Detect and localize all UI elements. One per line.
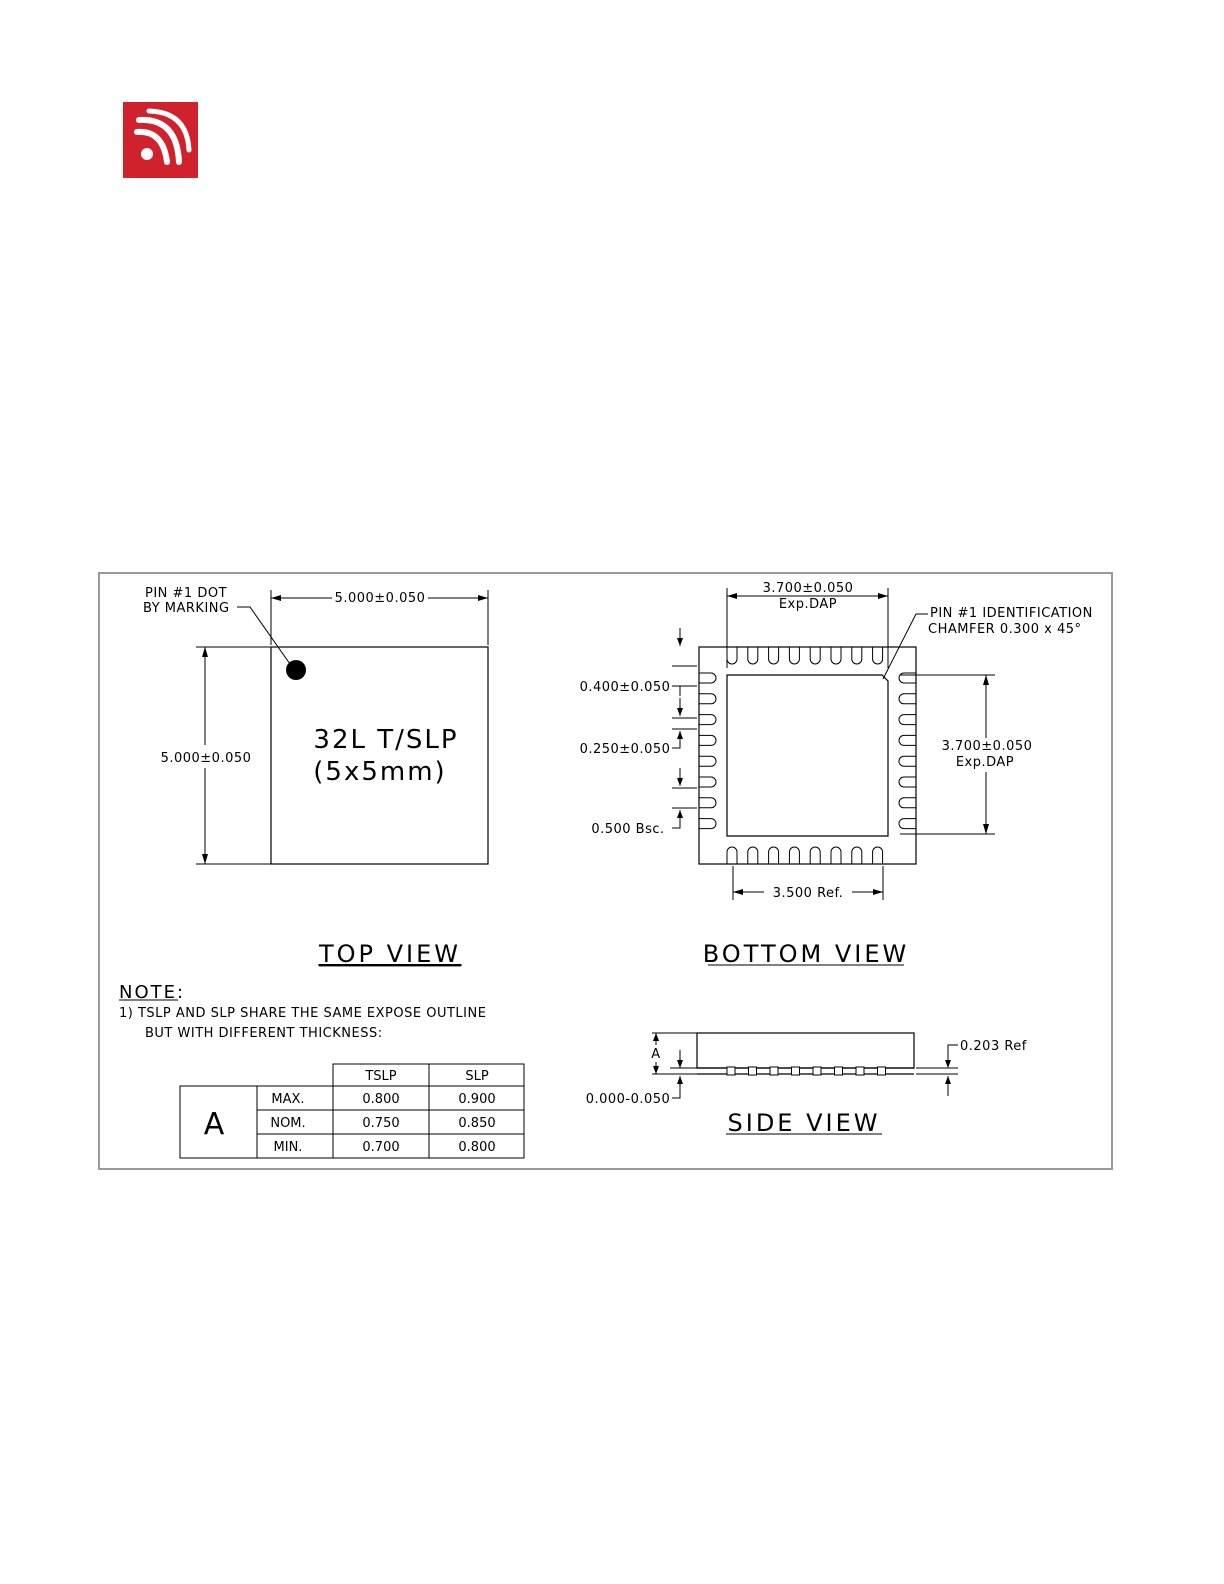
top-view (143, 586, 488, 968)
table-symbol: A (203, 1107, 225, 1142)
pad-bottom (748, 847, 758, 864)
pin1-label-line1: PIN #1 DOT (145, 586, 228, 601)
pad-left (699, 777, 716, 787)
pad-top (831, 647, 841, 664)
package-outline-top (271, 647, 488, 864)
pitch-dim: 0.500 Bsc. (591, 822, 665, 837)
marking-line1: 32L T/SLP (313, 725, 459, 755)
dap-height-label: Exp.DAP (955, 755, 1015, 770)
pad-left (699, 735, 716, 745)
dap-width-label: Exp.DAP (778, 597, 838, 612)
pad-right (899, 694, 916, 704)
cell-min-tslp: 0.700 (362, 1140, 400, 1155)
cell-nom-slp: 0.850 (458, 1116, 496, 1131)
col-header-slp: SLP (465, 1069, 489, 1084)
side-lead (878, 1067, 886, 1075)
chamfer-label-line2: CHAMFER 0.300 x 45° (928, 622, 1082, 637)
pad-right (899, 735, 916, 745)
pad-top (810, 647, 820, 664)
pad-right (899, 756, 916, 766)
pad-width-dim: 0.250±0.050 (579, 742, 671, 757)
pad-top (769, 647, 779, 664)
cell-max-slp: 0.900 (458, 1092, 496, 1107)
marking-line2: (5x5mm) (313, 757, 447, 787)
pad-length-dim: 0.400±0.050 (579, 680, 671, 695)
cell-nom-tslp: 0.750 (362, 1116, 400, 1131)
bottom-view (580, 581, 1093, 968)
pad-left (699, 673, 716, 683)
side-lead (813, 1067, 821, 1075)
package-side-body (697, 1033, 914, 1068)
side-lead (770, 1067, 778, 1075)
pad-bottom (727, 847, 737, 864)
pad-top (748, 647, 758, 664)
side-lead (727, 1067, 735, 1075)
note-line1: 1) TSLP AND SLP SHARE THE SAME EXPOSE OUTLINE (119, 1006, 487, 1021)
standoff-dim: 0.000-0.050 (585, 1092, 671, 1107)
row-label-nom: NOM. (270, 1116, 306, 1131)
pad-bottom (769, 847, 779, 864)
row-label-max: MAX. (271, 1092, 305, 1107)
cell-max-tslp: 0.800 (362, 1092, 400, 1107)
note-line2: BUT WITH DIFFERENT THICKNESS: (145, 1026, 383, 1041)
bottom-view-title: BOTTOM VIEW (702, 940, 910, 968)
side-lead (792, 1067, 800, 1075)
pad-bottom (852, 847, 862, 864)
pad-left (699, 819, 716, 829)
pad-right (899, 798, 916, 808)
pad-left (699, 756, 716, 766)
pad-right (899, 777, 916, 787)
pad-right (899, 819, 916, 829)
top-width-dim: 5.000±0.050 (334, 591, 426, 606)
package-outline-bottom (699, 647, 916, 864)
pin1-label-line2: BY MARKING (143, 601, 230, 616)
pad-right (899, 715, 916, 725)
pad-bottom (810, 847, 820, 864)
side-lead (856, 1067, 864, 1075)
note-block (119, 982, 486, 1041)
pad-top (873, 647, 883, 664)
pad-left (699, 715, 716, 725)
pad-bottom (831, 847, 841, 864)
lead-thickness-dim: 0.203 Ref (960, 1039, 1027, 1054)
top-view-title: TOP VIEW (318, 940, 462, 968)
note-heading: NOTE: (119, 982, 186, 1003)
pad-left (699, 798, 716, 808)
exposed-dap (727, 675, 888, 836)
dap-height-dim: 3.700±0.050 (941, 739, 1033, 754)
pad-bottom (873, 847, 883, 864)
top-height-dim: 5.000±0.050 (160, 751, 252, 766)
side-lead (749, 1067, 757, 1075)
col-header-tslp: TSLP (365, 1069, 397, 1084)
chamfer-label-line1: PIN #1 IDENTIFICATION (930, 606, 1093, 621)
pad-top (789, 647, 799, 664)
drawing-frame (99, 573, 1112, 1169)
pad-left (699, 694, 716, 704)
row-label-min: MIN. (273, 1140, 303, 1155)
side-view (586, 1033, 1027, 1137)
thickness-table (180, 1064, 524, 1158)
cell-min-slp: 0.800 (458, 1140, 496, 1155)
ref-span-dim: 3.500 Ref. (772, 886, 844, 901)
pad-top (727, 647, 737, 664)
pin1-leader (237, 607, 290, 664)
side-view-title: SIDE VIEW (727, 1109, 881, 1137)
pad-bottom (789, 847, 799, 864)
a-dim: A (651, 1047, 661, 1062)
pad-top (852, 647, 862, 664)
pad-group (699, 647, 916, 864)
side-lead (835, 1067, 843, 1075)
dap-width-dim: 3.700±0.050 (762, 581, 854, 596)
